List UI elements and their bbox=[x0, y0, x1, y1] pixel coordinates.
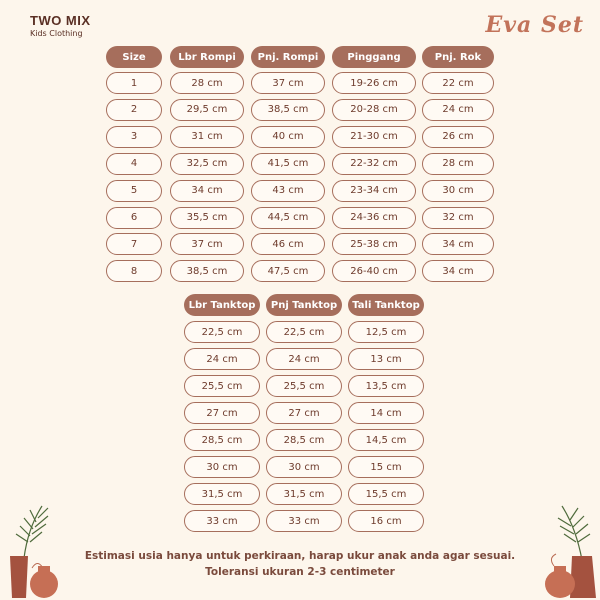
cell-size: 7 bbox=[106, 233, 162, 255]
cell-pnj-rok: 32 cm bbox=[422, 207, 494, 229]
cell-size: 8 bbox=[106, 260, 162, 282]
cell-pnj-rompi: 44,5 cm bbox=[251, 207, 325, 229]
cell-pnj-tanktop: 25,5 cm bbox=[266, 375, 342, 397]
header-tali-tanktop: Tali Tanktop bbox=[348, 294, 424, 316]
cell-lbr-tanktop: 30 cm bbox=[184, 456, 260, 478]
cell-tali-tanktop: 13 cm bbox=[348, 348, 424, 370]
cell-lbr-rompi: 29,5 cm bbox=[170, 99, 244, 121]
cell-pnj-tanktop: 24 cm bbox=[266, 348, 342, 370]
cell-tali-tanktop: 16 cm bbox=[348, 510, 424, 532]
cell-pinggang: 26-40 cm bbox=[332, 260, 416, 282]
cell-tali-tanktop: 13,5 cm bbox=[348, 375, 424, 397]
cell-pnj-tanktop: 30 cm bbox=[266, 456, 342, 478]
cell-pinggang: 24-36 cm bbox=[332, 207, 416, 229]
cell-lbr-tanktop: 31,5 cm bbox=[184, 483, 260, 505]
cell-lbr-rompi: 31 cm bbox=[170, 126, 244, 148]
cell-lbr-tanktop: 33 cm bbox=[184, 510, 260, 532]
cell-lbr-tanktop: 22,5 cm bbox=[184, 321, 260, 343]
cell-lbr-rompi: 37 cm bbox=[170, 233, 244, 255]
brand-logo bbox=[30, 14, 91, 38]
cell-pnj-rok: 30 cm bbox=[422, 180, 494, 202]
cell-tali-tanktop: 12,5 cm bbox=[348, 321, 424, 343]
cell-size: 4 bbox=[106, 153, 162, 175]
cell-lbr-rompi: 38,5 cm bbox=[170, 260, 244, 282]
cell-pnj-tanktop: 31,5 cm bbox=[266, 483, 342, 505]
header-pinggang: Pinggang bbox=[332, 46, 416, 68]
cell-pnj-rok: 34 cm bbox=[422, 260, 494, 282]
cell-pnj-rompi: 38,5 cm bbox=[251, 99, 325, 121]
cell-lbr-tanktop: 28,5 cm bbox=[184, 429, 260, 451]
cell-pnj-tanktop: 22,5 cm bbox=[266, 321, 342, 343]
cell-tali-tanktop: 15 cm bbox=[348, 456, 424, 478]
cell-pinggang: 19-26 cm bbox=[332, 72, 416, 94]
cell-lbr-rompi: 35,5 cm bbox=[170, 207, 244, 229]
cell-pnj-tanktop: 33 cm bbox=[266, 510, 342, 532]
cell-pnj-rompi: 37 cm bbox=[251, 72, 325, 94]
right-vase-plant-icon bbox=[540, 498, 600, 600]
header-lbr-tanktop: Lbr Tanktop bbox=[184, 294, 260, 316]
cell-tali-tanktop: 14 cm bbox=[348, 402, 424, 424]
cell-pnj-rok: 34 cm bbox=[422, 233, 494, 255]
header-size: Size bbox=[106, 46, 162, 68]
note-tolerance: Toleransi ukuran 2-3 centimeter bbox=[205, 566, 395, 578]
cell-size: 3 bbox=[106, 126, 162, 148]
cell-pnj-rompi: 41,5 cm bbox=[251, 153, 325, 175]
left-vase-plant-icon bbox=[2, 498, 62, 600]
note-age-estimate: Estimasi usia hanya untuk perkiraan, harap ukur anak anda agar sesuai. bbox=[84, 550, 516, 562]
cell-size: 1 bbox=[106, 72, 162, 94]
cell-size: 6 bbox=[106, 207, 162, 229]
cell-pinggang: 25-38 cm bbox=[332, 233, 416, 255]
cell-pnj-rok: 22 cm bbox=[422, 72, 494, 94]
header-pnj-tanktop: Pnj Tanktop bbox=[266, 294, 342, 316]
header-lbr-rompi: Lbr Rompi bbox=[170, 46, 244, 68]
cell-lbr-rompi: 34 cm bbox=[170, 180, 244, 202]
cell-lbr-tanktop: 27 cm bbox=[184, 402, 260, 424]
cell-pnj-rompi: 43 cm bbox=[251, 180, 325, 202]
cell-size: 2 bbox=[106, 99, 162, 121]
cell-tali-tanktop: 14,5 cm bbox=[348, 429, 424, 451]
cell-pnj-rompi: 46 cm bbox=[251, 233, 325, 255]
page-title: Eva Set bbox=[485, 12, 584, 38]
cell-lbr-rompi: 32,5 cm bbox=[170, 153, 244, 175]
cell-pnj-rok: 24 cm bbox=[422, 99, 494, 121]
cell-pnj-rok: 28 cm bbox=[422, 153, 494, 175]
cell-pnj-rompi: 47,5 cm bbox=[251, 260, 325, 282]
cell-pnj-tanktop: 28,5 cm bbox=[266, 429, 342, 451]
cell-lbr-tanktop: 25,5 cm bbox=[184, 375, 260, 397]
cell-pinggang: 23-34 cm bbox=[332, 180, 416, 202]
cell-pnj-rompi: 40 cm bbox=[251, 126, 325, 148]
header-pnj-rok: Pnj. Rok bbox=[422, 46, 494, 68]
cell-tali-tanktop: 15,5 cm bbox=[348, 483, 424, 505]
cell-pinggang: 22-32 cm bbox=[332, 153, 416, 175]
brand-subtitle: Kids Clothing bbox=[30, 29, 83, 38]
header-pnj-rompi: Pnj. Rompi bbox=[251, 46, 325, 68]
cell-lbr-rompi: 28 cm bbox=[170, 72, 244, 94]
cell-size: 5 bbox=[106, 180, 162, 202]
brand-name: TWO MIX bbox=[30, 13, 91, 28]
cell-pinggang: 20-28 cm bbox=[332, 99, 416, 121]
cell-pnj-rok: 26 cm bbox=[422, 126, 494, 148]
cell-pnj-tanktop: 27 cm bbox=[266, 402, 342, 424]
cell-lbr-tanktop: 24 cm bbox=[184, 348, 260, 370]
cell-pinggang: 21-30 cm bbox=[332, 126, 416, 148]
